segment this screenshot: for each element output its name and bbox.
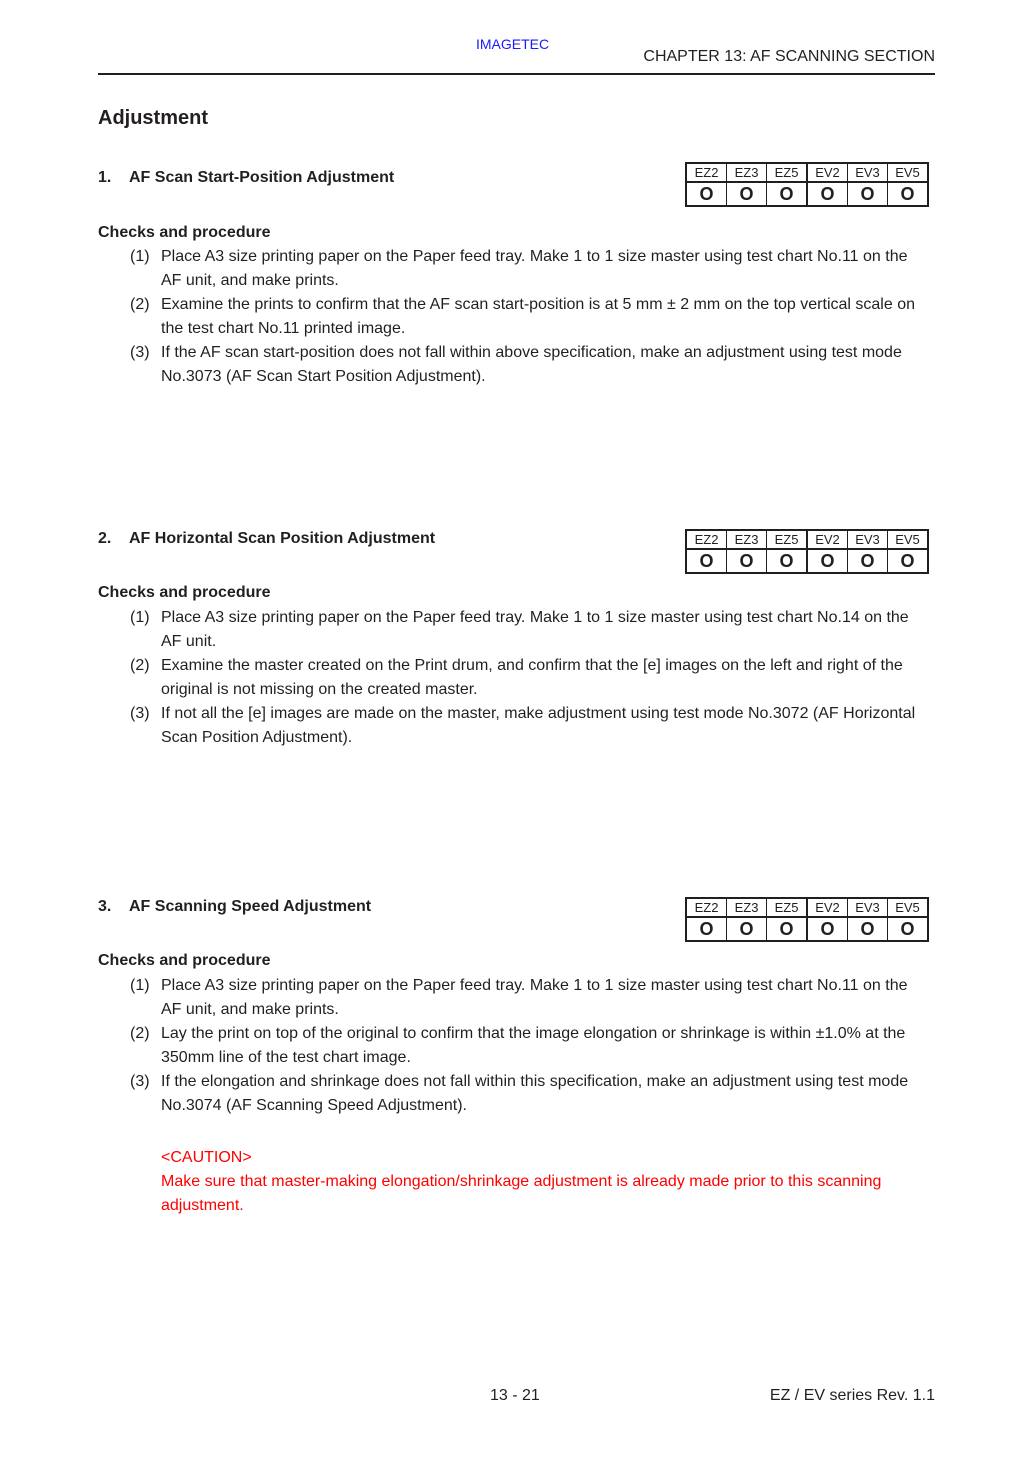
- revision-label: EZ / EV series Rev. 1.1: [769, 1387, 935, 1404]
- step-text: Examine the master created on the Print drum, and confirm that the [e] images on the left and right of the original is not missing on the created master.: [161, 657, 903, 698]
- model-table-3: [685, 897, 929, 942]
- page-number: 13 - 21: [490, 1387, 540, 1404]
- model-mark: O: [848, 549, 888, 573]
- model-header: EV3: [848, 898, 888, 917]
- step-number: (2): [130, 1025, 150, 1042]
- model-mark: O: [888, 917, 929, 941]
- model-mark: O: [727, 917, 767, 941]
- model-header: EZ2: [686, 898, 727, 917]
- section-number: 1.: [98, 169, 112, 186]
- checks-heading-2: Checks and procedure: [98, 584, 271, 601]
- model-header: EV3: [848, 530, 888, 549]
- checks-heading-1: Checks and procedure: [98, 224, 271, 241]
- step-text: Lay the print on top of the original to confirm that the image elongation or shrinkage is within ±1.0% at the 350mm line of the test chart image.: [161, 1025, 906, 1066]
- section-title-3: [98, 898, 371, 916]
- procedure-step: [130, 702, 930, 750]
- procedure-list-2: [130, 606, 930, 750]
- model-mark: O: [888, 182, 929, 206]
- procedure-step: [130, 1022, 930, 1070]
- procedure-step: [130, 654, 930, 702]
- section-number: 2.: [98, 530, 112, 547]
- section-title-text: AF Scanning Speed Adjustment: [129, 898, 372, 915]
- procedure-list-1: [130, 245, 930, 389]
- model-mark: O: [727, 182, 767, 206]
- section-title-2: [98, 530, 435, 548]
- section-title-1: [98, 169, 394, 187]
- model-mark: O: [686, 549, 727, 573]
- caution-note: [161, 1146, 921, 1218]
- procedure-step: [130, 341, 930, 389]
- model-mark: O: [807, 549, 848, 573]
- section-title-text: AF Horizontal Scan Position Adjustment: [129, 530, 436, 547]
- model-header: EV2: [807, 163, 848, 182]
- step-text: Examine the prints to confirm that the AF scan start-position is at 5 mm ± 2 mm on the top vertical scale on the test chart No.11 printed image.: [161, 296, 915, 337]
- section-title-text: AF Scan Start-Position Adjustment: [129, 169, 395, 186]
- model-header: EV5: [888, 898, 929, 917]
- step-number: (1): [130, 609, 150, 626]
- model-header: EZ3: [727, 163, 767, 182]
- step-number: (2): [130, 657, 150, 674]
- procedure-step: [130, 974, 930, 1022]
- model-header: EZ2: [686, 163, 727, 182]
- model-header: EZ5: [767, 163, 808, 182]
- step-text: If the elongation and shrinkage does not fall within this specification, make an adjustment using test mode No.3074 (AF Scanning Speed Adjustment).: [161, 1073, 909, 1114]
- model-mark: O: [848, 182, 888, 206]
- model-mark: O: [767, 917, 808, 941]
- model-mark: O: [727, 549, 767, 573]
- page-title: Adjustment: [98, 107, 208, 129]
- procedure-step: [130, 1070, 930, 1118]
- step-number: (3): [130, 705, 150, 722]
- model-mark: O: [686, 182, 727, 206]
- model-table-1: [685, 162, 929, 207]
- brand-label: IMAGETEC: [476, 36, 550, 52]
- procedure-step: [130, 293, 930, 341]
- step-text: Place A3 size printing paper on the Paper feed tray. Make 1 to 1 size master using test chart No.11 on the AF unit, and make prints.: [161, 977, 908, 1018]
- chapter-title: CHAPTER 13: AF SCANNING SECTION: [643, 48, 935, 65]
- model-header: EV5: [888, 530, 929, 549]
- checks-heading-3: Checks and procedure: [98, 952, 271, 969]
- procedure-step: [130, 245, 930, 293]
- procedure-list-3: [130, 974, 930, 1118]
- step-number: (2): [130, 296, 150, 313]
- model-header: EV3: [848, 163, 888, 182]
- header-rule: [98, 73, 935, 75]
- caution-text: Make sure that master-making elongation/shrinkage adjustment is already made prior to this scanning adjustment.: [161, 1173, 882, 1214]
- model-table-2: [685, 529, 929, 574]
- caution-label: <CAUTION>: [161, 1149, 252, 1166]
- section-number: 3.: [98, 898, 112, 915]
- model-header: EV2: [807, 530, 848, 549]
- step-number: (1): [130, 248, 150, 265]
- step-number: (3): [130, 1073, 150, 1090]
- step-text: Place A3 size printing paper on the Paper feed tray. Make 1 to 1 size master using test chart No.14 on the AF unit.: [161, 609, 909, 650]
- model-mark: O: [848, 917, 888, 941]
- model-header: EZ5: [767, 530, 808, 549]
- step-number: (3): [130, 344, 150, 361]
- model-header: EZ3: [727, 530, 767, 549]
- model-header: EZ2: [686, 530, 727, 549]
- model-header: EV5: [888, 163, 929, 182]
- model-header: EZ5: [767, 898, 808, 917]
- model-mark: O: [767, 182, 808, 206]
- model-mark: O: [807, 917, 848, 941]
- procedure-step: [130, 606, 930, 654]
- step-number: (1): [130, 977, 150, 994]
- model-mark: O: [686, 917, 727, 941]
- model-header: EZ3: [727, 898, 767, 917]
- step-text: If the AF scan start-position does not fall within above specification, make an adjustment using test mode No.3073 (AF Scan Start Position Adjustment).: [161, 344, 902, 385]
- step-text: If not all the [e] images are made on the master, make adjustment using test mode No.3072 (AF Horizontal Scan Position Adjustment).: [161, 705, 916, 746]
- model-mark: O: [767, 549, 808, 573]
- step-text: Place A3 size printing paper on the Paper feed tray. Make 1 to 1 size master using test chart No.11 on the AF unit, and make prints.: [161, 248, 908, 289]
- model-mark: O: [807, 182, 848, 206]
- model-mark: O: [888, 549, 929, 573]
- model-header: EV2: [807, 898, 848, 917]
